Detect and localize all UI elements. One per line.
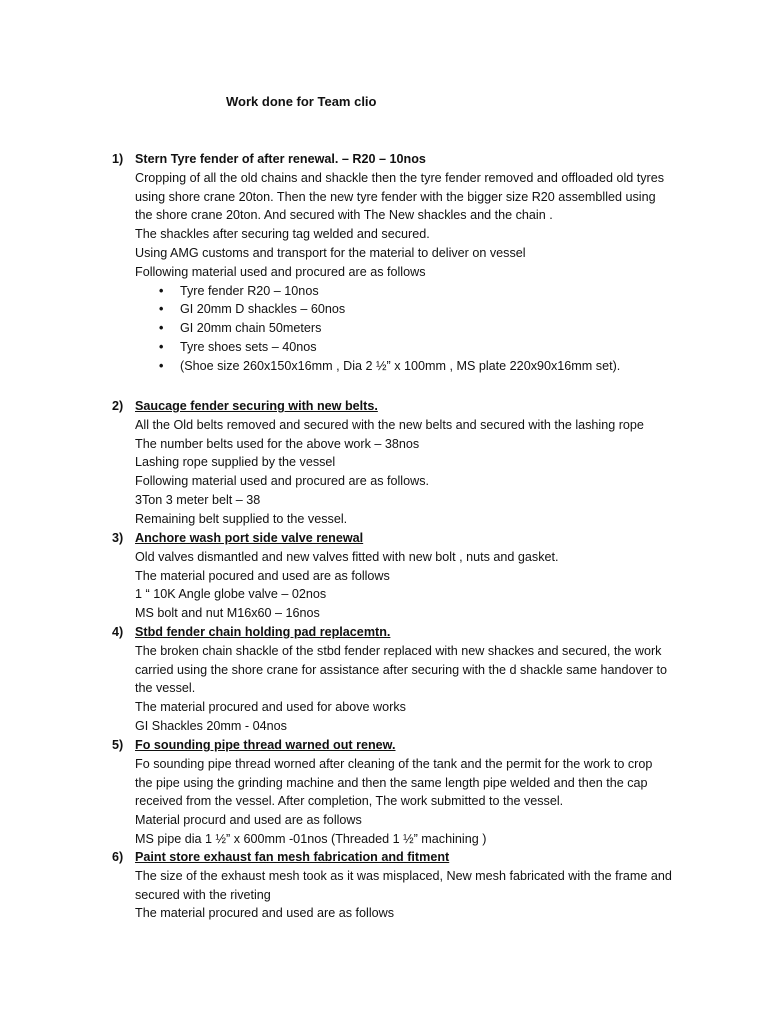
section-line: The material pocured and used are as follows [135, 568, 390, 583]
section-line: The material procured and used are as follows [135, 906, 395, 921]
section-line: Remaining belt supplied to the vessel. [135, 511, 348, 526]
section-line: The broken chain shackle of the stbd fender replaced with new shackes and secured, the work [135, 643, 662, 658]
section-line: The shackles after securing tag welded and secured. [135, 227, 430, 242]
section-line: Material procurd and used are as follows [135, 813, 362, 828]
section-line: Following material used and procured are as follows [135, 264, 426, 279]
section-number: 1) [112, 152, 124, 166]
section-line: the pipe using the grinding machine and then the same length pipe welded and then the cap [135, 775, 648, 790]
section-line: MS bolt and nut M16x60 – 16nos [135, 606, 320, 621]
section-line: Cropping of all the old chains and shackle then the tyre fender removed and offloaded old tyres [135, 170, 665, 185]
bullet-icon: • [159, 358, 164, 373]
section-line: MS pipe dia 1 ½” x 600mm -01nos (Threaded 1 ½” machining ) [135, 831, 487, 846]
section-line: 3Ton 3 meter belt – 38 [135, 492, 261, 507]
document-title: Work done for Team clio [226, 94, 377, 109]
list-item [135, 319, 695, 338]
section-heading: Paint store exhaust fan mesh fabrication and fitment [135, 850, 450, 864]
section-body [135, 736, 695, 849]
list-item-text: GI 20mm chain 50meters [180, 321, 322, 336]
section-line: carried using the shore crane for assistance after securing with the d shackle same handover to [135, 662, 668, 677]
section-line: using shore crane 20ton. Then the new tyre fender with the bigger size R20 assemblled using [135, 189, 656, 204]
section-line: Using AMG customs and transport for the material to deliver on vessel [135, 245, 526, 260]
section-line: Fo sounding pipe thread worned after cleaning of the tank and the permit for the work to crop [135, 756, 653, 771]
bullet-icon: • [159, 339, 164, 354]
section-line: The material procured and used for above works [135, 700, 406, 715]
section-heading: Anchore wash port side valve renewal [135, 531, 364, 545]
section-line: The size of the exhaust mesh took as it was misplaced, New mesh fabricated with the frame and [135, 868, 672, 883]
bullet-icon: • [159, 302, 164, 317]
section-body [135, 397, 695, 529]
section-number: 5) [112, 738, 124, 752]
section-number: 2) [112, 399, 124, 413]
list-item [135, 357, 695, 376]
list-item [135, 300, 695, 319]
list-item-text: Tyre fender R20 – 10nos [180, 283, 319, 298]
section-number: 6) [112, 850, 124, 864]
list-item [135, 338, 695, 357]
section-line: All the Old belts removed and secured with the new belts and secured with the lashing rope [135, 417, 644, 432]
list-item-text: Tyre shoes sets – 40nos [180, 339, 317, 354]
section-body [135, 529, 695, 623]
section-line: the shore crane 20ton. And secured with The New shackles and the chain . [135, 208, 553, 223]
section-heading: Stbd fender chain holding pad replacemtn. [135, 625, 391, 639]
section-line: GI Shackles 20mm - 04nos [135, 718, 287, 733]
bullet-icon: • [159, 321, 164, 336]
section-body [135, 150, 695, 376]
section-number: 4) [112, 625, 124, 639]
section-line: Old valves dismantled and new valves fitted with new bolt , nuts and gasket. [135, 549, 559, 564]
section-line: the vessel. [135, 681, 196, 696]
bullet-icon: • [159, 283, 164, 298]
section-heading: Saucage fender securing with new belts. [135, 399, 378, 413]
section-body [135, 848, 695, 923]
section-body [135, 623, 695, 736]
list-item-text: GI 20mm D shackles – 60nos [180, 302, 346, 317]
section-heading: Stern Tyre fender of after renewal. – R20 – 10nos [135, 152, 426, 166]
section-line: received from the vessel. After completion, The work submitted to the vessel. [135, 794, 564, 809]
section-line: The number belts used for the above work – 38nos [135, 436, 420, 451]
section-line: 1 “ 10K Angle globe valve – 02nos [135, 587, 327, 602]
list-item-text: (Shoe size 260x150x16mm , Dia 2 ½” x 100mm , MS plate 220x90x16mm set). [180, 358, 621, 373]
section-line: secured with the riveting [135, 887, 271, 902]
section-number: 3) [112, 531, 124, 545]
material-list [135, 282, 695, 376]
section-line: Following material used and procured are as follows. [135, 474, 430, 489]
list-item [135, 282, 695, 301]
section-heading: Fo sounding pipe thread warned out renew. [135, 738, 396, 752]
section-line: Lashing rope supplied by the vessel [135, 455, 336, 470]
